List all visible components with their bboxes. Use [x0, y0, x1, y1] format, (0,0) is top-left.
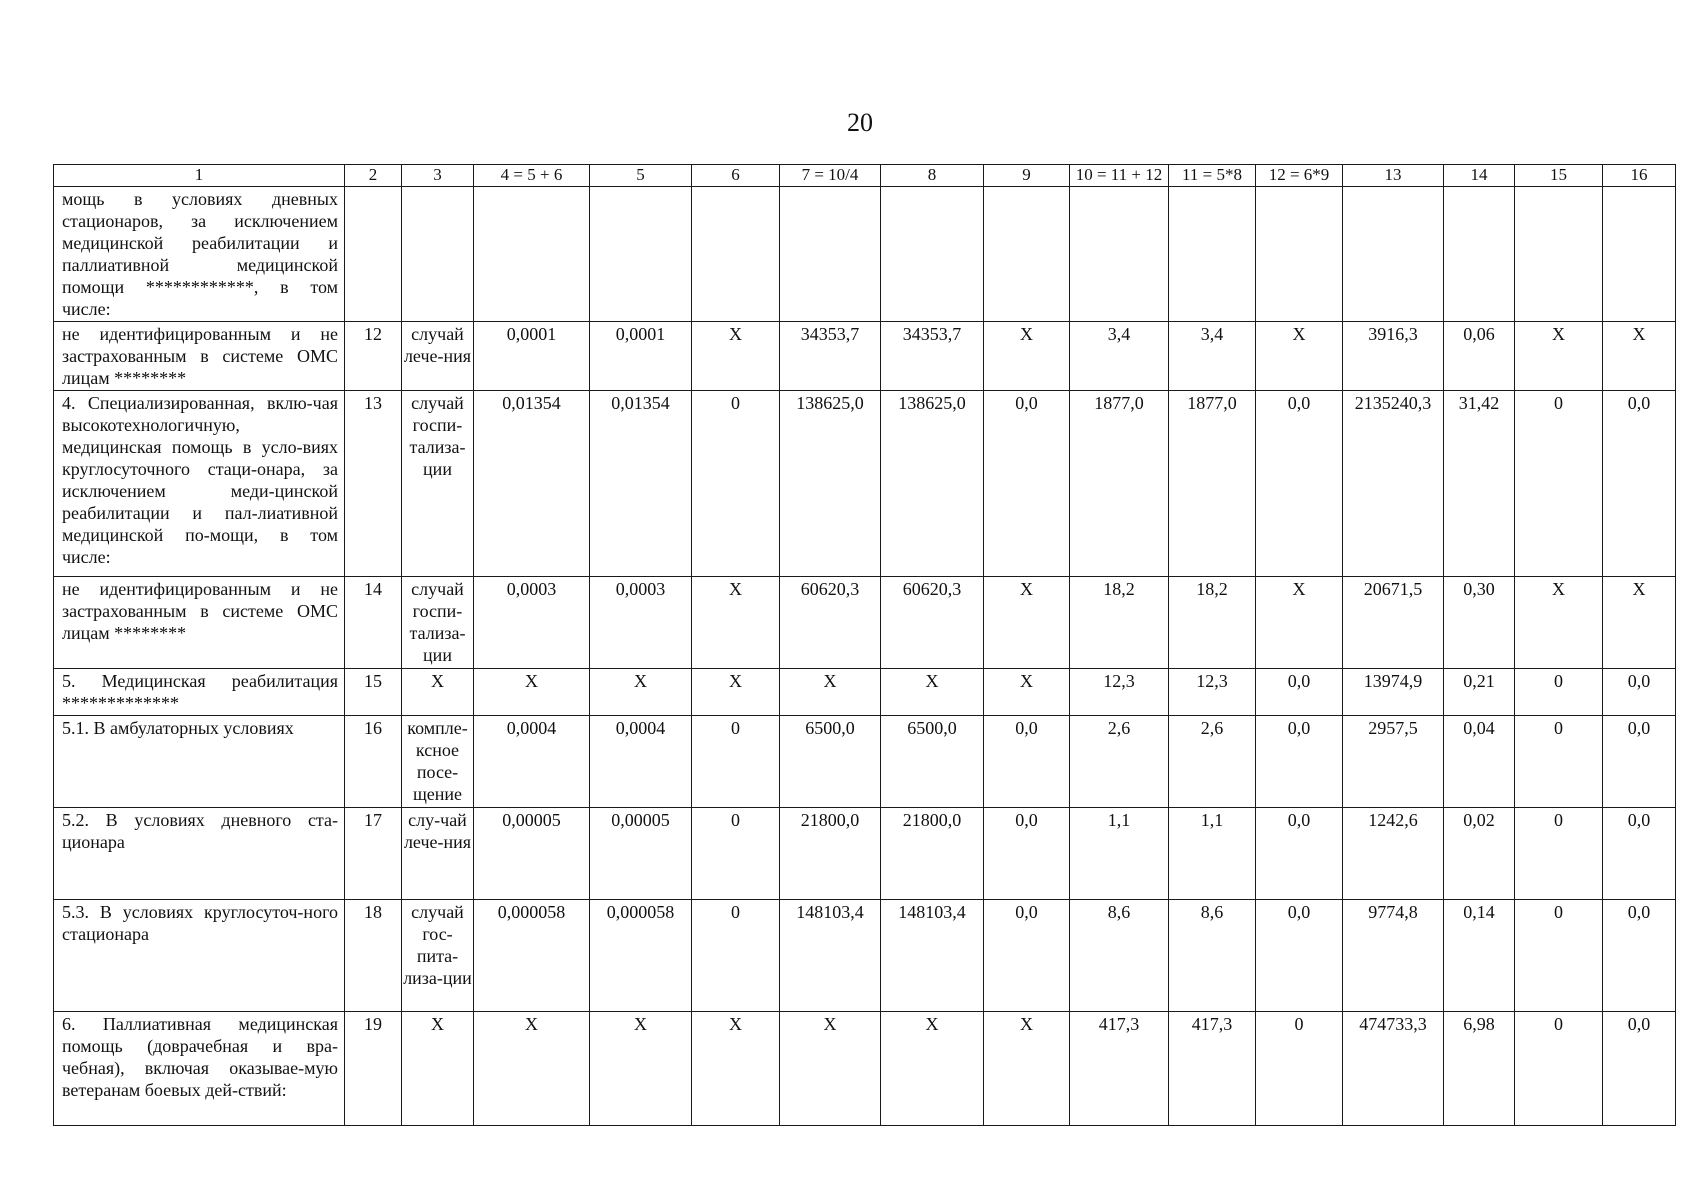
table-cell: 21800,0: [780, 808, 881, 900]
table-cell: 21800,0: [881, 808, 984, 900]
table-cell: 0,0: [1603, 808, 1676, 900]
table-cell: 0,0: [1603, 391, 1676, 577]
table-cell: 60620,3: [881, 577, 984, 669]
table-cell: 0,0: [1256, 391, 1343, 577]
table-cell: 0: [1515, 669, 1603, 716]
column-header: 13: [1343, 165, 1444, 187]
table-cell: 0,0: [1603, 716, 1676, 808]
table-cell: 1242,6: [1343, 808, 1444, 900]
column-header: 11 = 5*8: [1169, 165, 1256, 187]
table-cell: X: [1256, 577, 1343, 669]
row-number-cell: 14: [345, 577, 402, 669]
table-cell: 0,0: [1256, 900, 1343, 1012]
table-cell: 0,0: [984, 716, 1070, 808]
table-cell: 138625,0: [881, 391, 984, 577]
column-header: 8: [881, 165, 984, 187]
column-header: 7 = 10/4: [780, 165, 881, 187]
row-number-cell: 16: [345, 716, 402, 808]
table-cell: 0,000058: [590, 900, 692, 1012]
table-cell: 0,0: [1256, 669, 1343, 716]
table-row: [54, 187, 1676, 322]
table-cell: 0,000058: [474, 900, 590, 1012]
table-cell: 0,01354: [590, 391, 692, 577]
table-cell: X: [881, 1012, 984, 1126]
table-cell: [1256, 187, 1343, 322]
table-cell: 8,6: [1169, 900, 1256, 1012]
unit-cell: [402, 187, 474, 322]
row-name-cell: 6. Паллиативная медицинская помощь (доврачебная и вра-чебная), включая оказывае-мую ветеранам боевых дей-ствий:: [54, 1012, 345, 1126]
table-cell: 31,42: [1444, 391, 1515, 577]
table-cell: 1,1: [1070, 808, 1169, 900]
table-cell: [1444, 187, 1515, 322]
table-cell: 0,0003: [474, 577, 590, 669]
table-cell: 0: [1515, 808, 1603, 900]
table-cell: X: [692, 669, 780, 716]
column-header: 4 = 5 + 6: [474, 165, 590, 187]
table-cell: 0,00005: [590, 808, 692, 900]
table-cell: [474, 187, 590, 322]
table-cell: 0,14: [1444, 900, 1515, 1012]
column-header: 15: [1515, 165, 1603, 187]
table-cell: 0: [1515, 716, 1603, 808]
row-name-cell: не идентифицированным и не застрахованным в системе ОМС лицам ********: [54, 577, 345, 669]
table-cell: [1070, 187, 1169, 322]
row-number-cell: 17: [345, 808, 402, 900]
table-row: [54, 900, 1676, 1012]
table-cell: [984, 187, 1070, 322]
table-cell: 34353,7: [881, 322, 984, 391]
table-cell: 474733,3: [1343, 1012, 1444, 1126]
row-number-cell: 12: [345, 322, 402, 391]
table-cell: 0,30: [1444, 577, 1515, 669]
table-cell: [1343, 187, 1444, 322]
table-cell: 0,01354: [474, 391, 590, 577]
table-cell: 13974,9: [1343, 669, 1444, 716]
table-cell: 6,98: [1444, 1012, 1515, 1126]
table-row: [54, 322, 1676, 391]
column-header: 14: [1444, 165, 1515, 187]
table-cell: [1515, 187, 1603, 322]
table-cell: 2135240,3: [1343, 391, 1444, 577]
unit-cell: случай госпи-тализа-ции: [402, 391, 474, 577]
table-cell: 12,3: [1070, 669, 1169, 716]
table-cell: 0: [692, 716, 780, 808]
row-number-cell: 13: [345, 391, 402, 577]
table-cell: X: [692, 1012, 780, 1126]
page-number: 20: [847, 108, 873, 137]
table-cell: 18,2: [1169, 577, 1256, 669]
table-cell: 0,0: [1603, 1012, 1676, 1126]
table-cell: 0: [692, 808, 780, 900]
table-cell: 0,0004: [474, 716, 590, 808]
table-cell: X: [1603, 322, 1676, 391]
table-cell: X: [590, 1012, 692, 1126]
header-row: [54, 165, 1676, 187]
table-cell: [692, 187, 780, 322]
table-cell: 0,04: [1444, 716, 1515, 808]
table-row: [54, 716, 1676, 808]
unit-cell: случай гос-пита-лиза-ции: [402, 900, 474, 1012]
column-header: 1: [54, 165, 345, 187]
column-header: 16: [1603, 165, 1676, 187]
table-cell: 3,4: [1169, 322, 1256, 391]
table-cell: X: [474, 669, 590, 716]
table-cell: X: [692, 577, 780, 669]
unit-cell: случай госпи-тализа-ции: [402, 577, 474, 669]
table-cell: 0,0004: [590, 716, 692, 808]
table-cell: 0: [1256, 1012, 1343, 1126]
table-cell: X: [1256, 322, 1343, 391]
table-cell: [1169, 187, 1256, 322]
unit-cell: X: [402, 669, 474, 716]
table-cell: 0: [1515, 391, 1603, 577]
table-cell: 0,02: [1444, 808, 1515, 900]
table-cell: 1,1: [1169, 808, 1256, 900]
table-cell: 2,6: [1169, 716, 1256, 808]
table-cell: 3,4: [1070, 322, 1169, 391]
row-name-cell: 5.2. В условиях дневного ста-ционара: [54, 808, 345, 900]
table-cell: X: [1515, 577, 1603, 669]
table-cell: 417,3: [1070, 1012, 1169, 1126]
table-cell: X: [984, 669, 1070, 716]
table-cell: 0,0: [984, 391, 1070, 577]
table-cell: 3916,3: [1343, 322, 1444, 391]
table-row: [54, 577, 1676, 669]
row-number-cell: 19: [345, 1012, 402, 1126]
table-cell: 0,0001: [590, 322, 692, 391]
table-cell: X: [984, 1012, 1070, 1126]
table-row: [54, 391, 1676, 577]
table-row: [54, 1012, 1676, 1126]
table-cell: 0,0: [984, 900, 1070, 1012]
table-cell: 2957,5: [1343, 716, 1444, 808]
table-cell: 0,0: [984, 808, 1070, 900]
table-cell: X: [780, 669, 881, 716]
table-cell: 0,0: [1256, 716, 1343, 808]
table-cell: 0,00005: [474, 808, 590, 900]
table-row: [54, 669, 1676, 716]
table-cell: 138625,0: [780, 391, 881, 577]
table-cell: X: [984, 322, 1070, 391]
row-name-cell: 5.1. В амбулаторных условиях: [54, 716, 345, 808]
table-cell: 8,6: [1070, 900, 1169, 1012]
column-header: 9: [984, 165, 1070, 187]
table-cell: X: [780, 1012, 881, 1126]
table-cell: 60620,3: [780, 577, 881, 669]
column-header: 6: [692, 165, 780, 187]
row-name-cell: не идентифицированным и не застрахованным в системе ОМС лицам ********: [54, 322, 345, 391]
column-header: 12 = 6*9: [1256, 165, 1343, 187]
unit-cell: слу-чай лече-ния: [402, 808, 474, 900]
table-cell: 148103,4: [881, 900, 984, 1012]
row-name-cell: 5. Медицинская реабилитация *************: [54, 669, 345, 716]
row-name-cell: 4. Специализированная, вклю-чая высокотехнологичную, медицинская помощь в усло-виях круглосуточного стаци-онара, за исключением меди-цинской реабилитации и пал-лиативной медицинской по-мощи, в том числе:: [54, 391, 345, 577]
table-cell: 1877,0: [1169, 391, 1256, 577]
table-cell: 0,0: [1256, 808, 1343, 900]
table-cell: [590, 187, 692, 322]
table-cell: 9774,8: [1343, 900, 1444, 1012]
table-cell: 0: [1515, 900, 1603, 1012]
unit-cell: случай лече-ния: [402, 322, 474, 391]
table-cell: 0: [1515, 1012, 1603, 1126]
table-cell: X: [692, 322, 780, 391]
table-cell: X: [984, 577, 1070, 669]
table-cell: 1877,0: [1070, 391, 1169, 577]
table-cell: 0,0001: [474, 322, 590, 391]
data-table: [53, 164, 1676, 1126]
row-number-cell: [345, 187, 402, 322]
table-cell: 6500,0: [780, 716, 881, 808]
unit-cell: X: [402, 1012, 474, 1126]
row-name-cell: 5.3. В условиях круглосуточ-ного стационара: [54, 900, 345, 1012]
table-cell: [1603, 187, 1676, 322]
column-header: 10 = 11 + 12: [1070, 165, 1169, 187]
table-cell: 2,6: [1070, 716, 1169, 808]
unit-cell: компле-ксное посе-щение: [402, 716, 474, 808]
table-cell: 0: [692, 391, 780, 577]
table-cell: X: [1515, 322, 1603, 391]
column-header: 2: [345, 165, 402, 187]
table-cell: X: [1603, 577, 1676, 669]
table-cell: 0: [692, 900, 780, 1012]
table-cell: 0,0: [1603, 900, 1676, 1012]
table-cell: 34353,7: [780, 322, 881, 391]
row-name-cell: мощь в условиях дневных стационаров, за исключением медицинской реабилитации и паллиативной медицинской помощи ************, в том числе:: [54, 187, 345, 322]
table-cell: [780, 187, 881, 322]
row-number-cell: 18: [345, 900, 402, 1012]
table-cell: 12,3: [1169, 669, 1256, 716]
row-number-cell: 15: [345, 669, 402, 716]
table-cell: X: [881, 669, 984, 716]
table-cell: 148103,4: [780, 900, 881, 1012]
table-cell: 417,3: [1169, 1012, 1256, 1126]
table-cell: 6500,0: [881, 716, 984, 808]
column-header: 5: [590, 165, 692, 187]
table-cell: 18,2: [1070, 577, 1169, 669]
table-cell: X: [474, 1012, 590, 1126]
table-row: [54, 808, 1676, 900]
table-cell: 0,0: [1603, 669, 1676, 716]
table-cell: 20671,5: [1343, 577, 1444, 669]
table-cell: 0,21: [1444, 669, 1515, 716]
column-header: 3: [402, 165, 474, 187]
table-cell: 0,06: [1444, 322, 1515, 391]
table-cell: X: [590, 669, 692, 716]
table-cell: [881, 187, 984, 322]
table-cell: 0,0003: [590, 577, 692, 669]
